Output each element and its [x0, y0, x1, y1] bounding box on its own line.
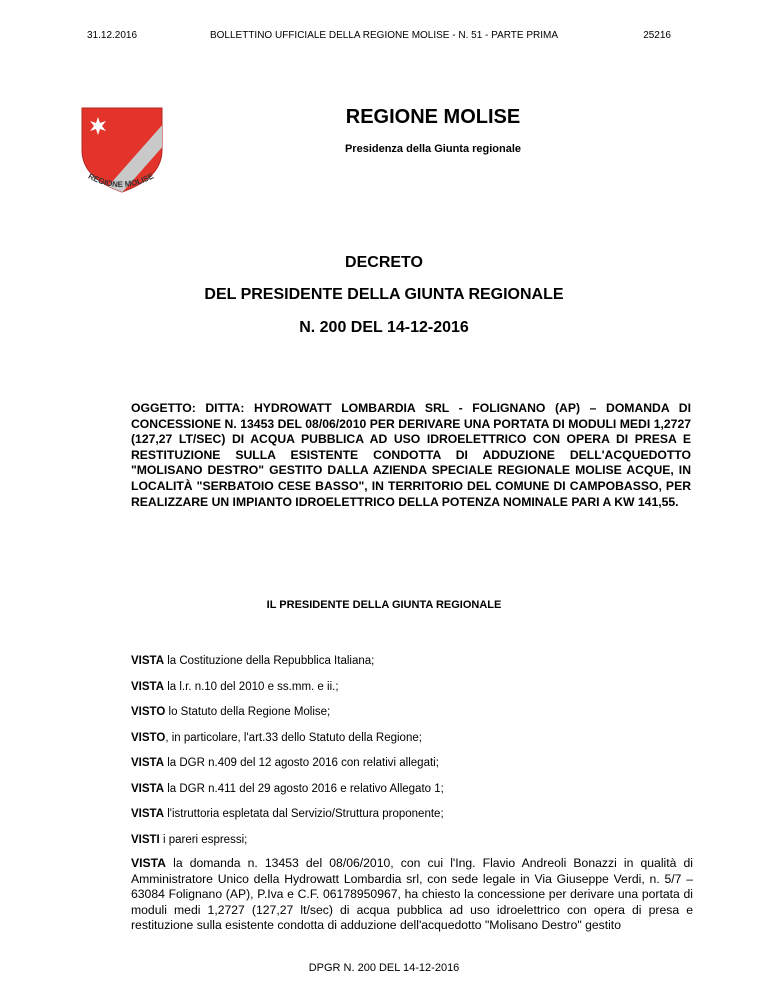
consideration-item: VISTA la Costituzione della Repubblica Italiana;: [131, 655, 375, 667]
decree-title: DECRETO: [345, 254, 423, 271]
consideration-application: VISTA la domanda n. 13453 del 08/06/2010, con cui l'Ing. Flavio Andreoli Bonazzi in qualità di Amministratore Unico della Hydrowatt Lombardia srl, con sede legale in Via Giuseppe Verdi, n. 5/7 – 63084 Folignano (AP), P.Iva e C.F. 06178950967, ha chiesto la concessione per derivare una portata di moduli medi 1,2727 (127,27 lt/sec) di acqua pubblica ad uso idroelettrico con opera di presa e restituzione sulla esistente condotta di adduzione dell'acquedotto "Molisano Destro" gestito: [131, 856, 693, 933]
consideration-item: VISTA la DGR n.409 del 12 agosto 2016 con relativi allegati;: [131, 757, 439, 769]
consideration-item: VISTO lo Statuto della Regione Molise;: [131, 706, 331, 718]
footer-decree-ref: DPGR N. 200 DEL 14-12-2016: [308, 962, 460, 974]
decree-number: N. 200 DEL 14-12-2016: [299, 319, 469, 336]
header-date: 31.12.2016: [87, 30, 138, 41]
decree-issuer: DEL PRESIDENTE DELLA GIUNTA REGIONALE: [204, 286, 564, 303]
header-bulletin: BOLLETTINO UFFICIALE DELLA REGIONE MOLISE - N. 51 - PARTE PRIMA: [209, 30, 559, 41]
consideration-item: VISTO, in particolare, l'art.33 dello Statuto della Regione;: [131, 731, 422, 744]
president-heading: IL PRESIDENTE DELLA GIUNTA REGIONALE: [266, 599, 502, 611]
org-name: REGIONE MOLISE: [345, 106, 521, 128]
org-subtitle: Presidenza della Giunta regionale: [344, 143, 522, 155]
consideration-item: VISTA la DGR n.411 del 29 agosto 2016 e relativo Allegato 1;: [131, 782, 444, 795]
consideration-item: VISTA la l.r. n.10 del 2010 e ss.mm. e ii.;: [131, 680, 339, 693]
header-page-number: 25216: [643, 30, 671, 41]
consideration-item: VISTA l'istruttoria espletata dal Servizio/Struttura proponente;: [131, 808, 444, 820]
logo-text: REGIONE MOLISE: [86, 171, 156, 190]
consideration-item: VISTI i pareri espressi;: [131, 833, 248, 846]
regione-molise-coat-of-arms: [62, 100, 172, 200]
decree-subject: OGGETTO: DITTA: HYDROWATT LOMBARDIA SRL - FOLIGNANO (AP) – DOMANDA DI CONCESSIONE N. 13453 DEL 08/06/2010 PER DERIVARE UNA PORTATA DI MODULI MEDI 1,2727 (127,27 LT/SEC) DI ACQUA PUBBLICA AD USO IDROELETTRICO CON OPERA DI PRESA E RESTITUZIONE SULLA ESISTENTE CONDOTTA DI ADDUZIONE DELL'ACQUEDOTTO "MOLISANO DESTRO" GESTITO DALLA AZIENDA SPECIALE REGIONALE MOLISE ACQUE, IN LOCALITÀ "SERBATOIO CESE BASSO", IN TERRITORIO DEL COMUNE DI CAMPOBASSO, PER REALIZZARE UN IMPIANTO IDROELETTRICO DELLA POTENZA NOMINALE PARI A KW 141,55.: [131, 401, 691, 509]
